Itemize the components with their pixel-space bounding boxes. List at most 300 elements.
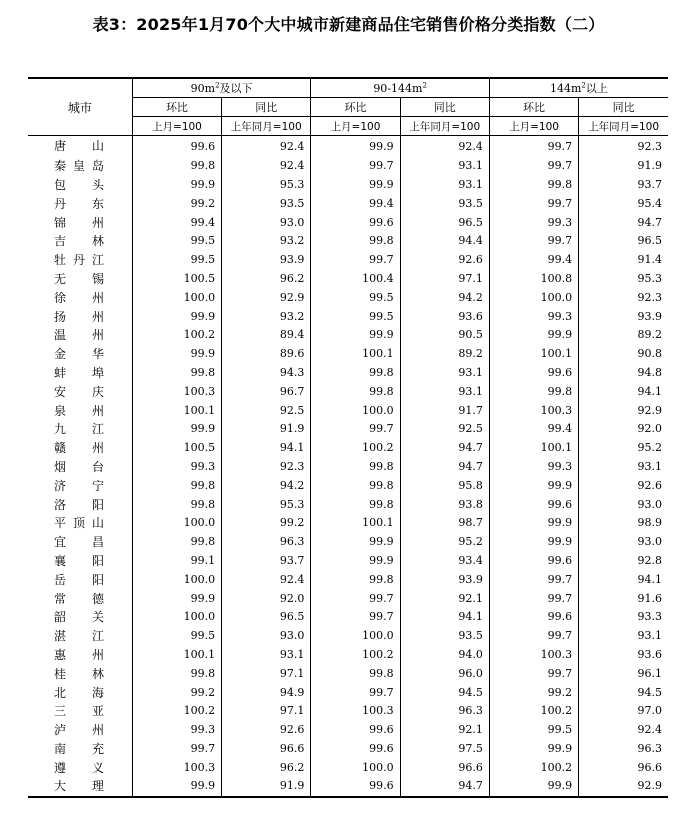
table-row (28, 740, 668, 759)
group-header-small: $90m^2$及以下 (132, 78, 311, 98)
mom-medium-cell: 100.0 (311, 758, 400, 777)
city-cell (28, 364, 132, 383)
mom-medium-cell: 100.1 (311, 345, 400, 364)
yoy-large-cell: 96.6 (579, 758, 668, 777)
yoy-large-cell: 92.6 (579, 476, 668, 495)
city-column-header: 城市 (28, 78, 132, 136)
mom-large-cell: 99.6 (489, 495, 578, 514)
mom-large-cell: 99.7 (489, 570, 578, 589)
yoy-medium-cell: 92.5 (400, 420, 489, 439)
yoy-medium-cell: 93.1 (400, 157, 489, 176)
yoy-small-cell: 96.2 (222, 270, 311, 289)
city-cell (28, 345, 132, 364)
mom-small-cell: 100.5 (132, 270, 221, 289)
group-header-medium: $90-144m^2$ (311, 78, 490, 98)
mom-large-cell: 100.1 (489, 439, 578, 458)
yoy-medium-cell: 92.1 (400, 589, 489, 608)
yoy-small-cell: 94.3 (222, 364, 311, 383)
yoy-small-cell: 92.6 (222, 721, 311, 740)
yoy-medium-cell: 97.5 (400, 740, 489, 759)
yoy-medium-cell: 96.6 (400, 758, 489, 777)
city-cell (28, 194, 132, 213)
yoy-unit-header: 上年同月=100 (400, 117, 489, 136)
table-row (28, 232, 668, 251)
yoy-large-cell: 94.1 (579, 382, 668, 401)
yoy-medium-cell: 93.1 (400, 176, 489, 195)
yoy-small-cell: 92.5 (222, 401, 311, 420)
mom-large-cell: 99.7 (489, 589, 578, 608)
mom-medium-cell: 99.7 (311, 608, 400, 627)
city-cell (28, 439, 132, 458)
mom-medium-cell: 99.9 (311, 136, 400, 157)
yoy-small-cell: 91.9 (222, 777, 311, 797)
yoy-large-cell: 91.9 (579, 157, 668, 176)
city-name: 平 顶 山 (54, 516, 104, 531)
city-name: 大 理 (54, 779, 104, 794)
mom-medium-cell: 99.4 (311, 194, 400, 213)
mom-large-cell: 99.7 (489, 194, 578, 213)
city-cell (28, 326, 132, 345)
yoy-small-cell: 89.6 (222, 345, 311, 364)
city-name: 遵 义 (54, 760, 104, 775)
mom-small-cell: 100.2 (132, 326, 221, 345)
yoy-large-cell: 94.8 (579, 364, 668, 383)
yoy-medium-cell: 94.7 (400, 458, 489, 477)
mom-large-cell: 100.2 (489, 702, 578, 721)
mom-large-cell: 100.1 (489, 345, 578, 364)
mom-medium-cell: 99.6 (311, 777, 400, 797)
yoy-medium-cell: 93.9 (400, 570, 489, 589)
yoy-medium-cell: 93.4 (400, 552, 489, 571)
table-row (28, 458, 668, 477)
mom-medium-cell: 99.8 (311, 232, 400, 251)
city-cell (28, 270, 132, 289)
mom-large-cell: 100.3 (489, 401, 578, 420)
mom-small-cell: 100.0 (132, 288, 221, 307)
yoy-small-cell: 96.2 (222, 758, 311, 777)
mom-small-cell: 100.0 (132, 570, 221, 589)
mom-small-cell: 99.1 (132, 552, 221, 571)
yoy-medium-cell: 92.1 (400, 721, 489, 740)
table-row (28, 213, 668, 232)
yoy-small-cell: 96.7 (222, 382, 311, 401)
mom-large-cell: 99.6 (489, 364, 578, 383)
mom-large-cell: 99.9 (489, 777, 578, 797)
city-cell (28, 608, 132, 627)
table-body (28, 136, 668, 797)
mom-small-cell: 100.1 (132, 401, 221, 420)
yoy-large-cell: 94.5 (579, 683, 668, 702)
mom-large-cell: 100.3 (489, 646, 578, 665)
mom-medium-cell: 100.2 (311, 439, 400, 458)
yoy-medium-cell: 93.5 (400, 627, 489, 646)
city-cell (28, 458, 132, 477)
mom-small-cell: 99.5 (132, 251, 221, 270)
yoy-medium-cell: 96.0 (400, 664, 489, 683)
mom-unit-header: 上月=100 (311, 117, 400, 136)
city-name: 无 锡 (54, 271, 104, 286)
yoy-small-cell: 91.9 (222, 420, 311, 439)
yoy-large-cell: 92.9 (579, 777, 668, 797)
city-name: 济 宁 (54, 478, 104, 493)
yoy-small-cell: 93.1 (222, 646, 311, 665)
mom-header: 环比 (311, 98, 400, 117)
city-name: 锦 州 (54, 215, 104, 230)
city-cell (28, 552, 132, 571)
mom-small-cell: 99.8 (132, 476, 221, 495)
city-name: 吉 林 (54, 234, 104, 249)
yoy-large-cell: 96.5 (579, 232, 668, 251)
city-name: 扬 州 (54, 309, 104, 324)
yoy-small-cell: 95.3 (222, 176, 311, 195)
city-cell (28, 307, 132, 326)
table-row (28, 777, 668, 797)
city-cell (28, 683, 132, 702)
mom-medium-cell: 100.0 (311, 401, 400, 420)
yoy-medium-cell: 97.1 (400, 270, 489, 289)
mom-medium-cell: 99.7 (311, 157, 400, 176)
yoy-large-cell: 93.1 (579, 458, 668, 477)
mom-medium-cell: 99.8 (311, 570, 400, 589)
mom-medium-cell: 100.4 (311, 270, 400, 289)
mom-small-cell: 99.2 (132, 683, 221, 702)
mom-small-cell: 100.1 (132, 646, 221, 665)
table-row (28, 288, 668, 307)
mom-small-cell: 100.2 (132, 702, 221, 721)
mom-small-cell: 100.3 (132, 382, 221, 401)
mom-medium-cell: 99.9 (311, 326, 400, 345)
mom-large-cell: 99.8 (489, 382, 578, 401)
table-row (28, 401, 668, 420)
city-cell (28, 570, 132, 589)
mom-medium-cell: 99.8 (311, 495, 400, 514)
mom-medium-cell: 100.1 (311, 514, 400, 533)
table-row (28, 176, 668, 195)
yoy-medium-cell: 90.5 (400, 326, 489, 345)
yoy-small-cell: 92.4 (222, 136, 311, 157)
yoy-small-cell: 95.3 (222, 495, 311, 514)
table-row (28, 514, 668, 533)
city-cell (28, 664, 132, 683)
mom-medium-cell: 99.8 (311, 476, 400, 495)
mom-medium-cell: 99.6 (311, 721, 400, 740)
table-row (28, 307, 668, 326)
yoy-small-cell: 96.3 (222, 533, 311, 552)
mom-large-cell: 99.3 (489, 458, 578, 477)
yoy-medium-cell: 95.8 (400, 476, 489, 495)
mom-small-cell: 99.4 (132, 213, 221, 232)
mom-large-cell: 99.2 (489, 683, 578, 702)
mom-large-cell: 99.7 (489, 136, 578, 157)
city-name: 宜 昌 (54, 535, 104, 550)
table-row (28, 382, 668, 401)
mom-large-cell: 100.0 (489, 288, 578, 307)
table-row (28, 251, 668, 270)
city-name: 常 德 (54, 591, 104, 606)
mom-large-cell: 99.7 (489, 664, 578, 683)
mom-small-cell: 100.3 (132, 758, 221, 777)
yoy-large-cell: 92.4 (579, 721, 668, 740)
mom-medium-cell: 99.5 (311, 307, 400, 326)
yoy-small-cell: 93.2 (222, 232, 311, 251)
yoy-medium-cell: 93.8 (400, 495, 489, 514)
yoy-medium-cell: 96.3 (400, 702, 489, 721)
yoy-small-cell: 93.0 (222, 627, 311, 646)
mom-medium-cell: 99.7 (311, 420, 400, 439)
city-name: 秦 皇 岛 (54, 159, 104, 174)
table-row (28, 721, 668, 740)
yoy-small-cell: 93.9 (222, 251, 311, 270)
yoy-medium-cell: 94.5 (400, 683, 489, 702)
mom-large-cell: 99.7 (489, 627, 578, 646)
mom-medium-cell: 99.9 (311, 176, 400, 195)
city-name: 韶 关 (54, 610, 104, 625)
yoy-medium-cell: 91.7 (400, 401, 489, 420)
mom-large-cell: 99.6 (489, 608, 578, 627)
yoy-small-cell: 97.1 (222, 664, 311, 683)
city-cell (28, 721, 132, 740)
group-header-large: $144m^2$以上 (489, 78, 668, 98)
city-cell (28, 136, 132, 157)
city-cell (28, 495, 132, 514)
mom-unit-header: 上月=100 (489, 117, 578, 136)
city-cell (28, 232, 132, 251)
mom-header: 环比 (489, 98, 578, 117)
mom-header: 环比 (132, 98, 221, 117)
table-row (28, 533, 668, 552)
city-name: 北 海 (54, 685, 104, 700)
table-row (28, 157, 668, 176)
mom-small-cell: 99.9 (132, 589, 221, 608)
yoy-large-cell: 93.9 (579, 307, 668, 326)
yoy-small-cell: 93.0 (222, 213, 311, 232)
table-row (28, 420, 668, 439)
mom-large-cell: 99.4 (489, 420, 578, 439)
mom-large-cell: 100.2 (489, 758, 578, 777)
yoy-large-cell: 95.3 (579, 270, 668, 289)
yoy-medium-cell: 93.6 (400, 307, 489, 326)
yoy-unit-header: 上年同月=100 (579, 117, 668, 136)
table-row (28, 326, 668, 345)
city-cell (28, 420, 132, 439)
price-index-table (28, 77, 668, 798)
mom-medium-cell: 99.8 (311, 458, 400, 477)
yoy-large-cell: 96.1 (579, 664, 668, 683)
yoy-header: 同比 (222, 98, 311, 117)
table-row (28, 664, 668, 683)
yoy-large-cell: 93.0 (579, 495, 668, 514)
yoy-small-cell: 92.4 (222, 570, 311, 589)
table-row (28, 608, 668, 627)
city-name: 赣 州 (54, 441, 104, 456)
yoy-medium-cell: 93.1 (400, 382, 489, 401)
mom-large-cell: 99.9 (489, 740, 578, 759)
city-name: 三 亚 (54, 704, 104, 719)
yoy-medium-cell: 95.2 (400, 533, 489, 552)
mom-large-cell: 100.8 (489, 270, 578, 289)
mom-small-cell: 99.9 (132, 176, 221, 195)
table-row (28, 495, 668, 514)
city-name: 九 江 (54, 422, 104, 437)
yoy-small-cell: 92.4 (222, 157, 311, 176)
mom-large-cell: 99.9 (489, 533, 578, 552)
table-row (28, 476, 668, 495)
table-row (28, 439, 668, 458)
table-row (28, 270, 668, 289)
yoy-medium-cell: 94.7 (400, 439, 489, 458)
city-name: 泸 州 (54, 723, 104, 738)
yoy-large-cell: 91.6 (579, 589, 668, 608)
mom-large-cell: 99.7 (489, 232, 578, 251)
yoy-small-cell: 96.6 (222, 740, 311, 759)
yoy-large-cell: 92.8 (579, 552, 668, 571)
city-cell (28, 213, 132, 232)
yoy-medium-cell: 94.7 (400, 777, 489, 797)
city-cell (28, 533, 132, 552)
city-name: 蚌 埠 (54, 365, 104, 380)
yoy-small-cell: 93.2 (222, 307, 311, 326)
yoy-large-cell: 92.3 (579, 288, 668, 307)
mom-medium-cell: 99.7 (311, 683, 400, 702)
city-name: 包 头 (54, 177, 104, 192)
city-name: 惠 州 (54, 647, 104, 662)
city-name: 牡 丹 江 (54, 253, 104, 268)
mom-large-cell: 99.6 (489, 552, 578, 571)
yoy-large-cell: 97.0 (579, 702, 668, 721)
mom-small-cell: 99.7 (132, 740, 221, 759)
city-cell (28, 589, 132, 608)
mom-large-cell: 99.4 (489, 251, 578, 270)
city-name: 唐 山 (54, 139, 104, 154)
yoy-small-cell: 94.2 (222, 476, 311, 495)
mom-large-cell: 99.7 (489, 157, 578, 176)
yoy-unit-header: 上年同月=100 (222, 117, 311, 136)
city-cell (28, 251, 132, 270)
mom-medium-cell: 100.0 (311, 627, 400, 646)
mom-small-cell: 99.9 (132, 420, 221, 439)
city-cell (28, 176, 132, 195)
mom-medium-cell: 99.6 (311, 213, 400, 232)
table-row (28, 683, 668, 702)
city-cell (28, 382, 132, 401)
yoy-small-cell: 94.9 (222, 683, 311, 702)
mom-medium-cell: 99.5 (311, 288, 400, 307)
city-name: 南 充 (54, 741, 104, 756)
city-name: 襄 阳 (54, 553, 104, 568)
mom-large-cell: 99.3 (489, 307, 578, 326)
city-name: 金 华 (54, 347, 104, 362)
mom-small-cell: 99.5 (132, 232, 221, 251)
city-name: 岳 阳 (54, 572, 104, 587)
yoy-medium-cell: 92.6 (400, 251, 489, 270)
table-row (28, 646, 668, 665)
yoy-small-cell: 93.5 (222, 194, 311, 213)
yoy-large-cell: 90.8 (579, 345, 668, 364)
yoy-small-cell: 93.7 (222, 552, 311, 571)
yoy-small-cell: 92.3 (222, 458, 311, 477)
yoy-large-cell: 92.9 (579, 401, 668, 420)
city-cell (28, 646, 132, 665)
yoy-large-cell: 89.2 (579, 326, 668, 345)
yoy-medium-cell: 94.1 (400, 608, 489, 627)
city-cell (28, 758, 132, 777)
yoy-large-cell: 96.3 (579, 740, 668, 759)
table-row (28, 758, 668, 777)
yoy-medium-cell: 94.0 (400, 646, 489, 665)
mom-unit-header: 上月=100 (132, 117, 221, 136)
mom-small-cell: 99.9 (132, 307, 221, 326)
city-name: 洛 阳 (54, 497, 104, 512)
mom-small-cell: 99.3 (132, 721, 221, 740)
yoy-medium-cell: 94.2 (400, 288, 489, 307)
city-cell (28, 627, 132, 646)
mom-large-cell: 99.8 (489, 176, 578, 195)
mom-medium-cell: 99.9 (311, 552, 400, 571)
city-cell (28, 157, 132, 176)
yoy-small-cell: 96.5 (222, 608, 311, 627)
mom-medium-cell: 99.6 (311, 740, 400, 759)
mom-small-cell: 99.2 (132, 194, 221, 213)
yoy-large-cell: 94.7 (579, 213, 668, 232)
city-cell (28, 777, 132, 797)
table-row (28, 702, 668, 721)
yoy-large-cell: 95.2 (579, 439, 668, 458)
mom-large-cell: 99.9 (489, 326, 578, 345)
yoy-medium-cell: 94.4 (400, 232, 489, 251)
mom-small-cell: 99.8 (132, 495, 221, 514)
yoy-large-cell: 93.3 (579, 608, 668, 627)
city-name: 烟 台 (54, 459, 104, 474)
table-row (28, 364, 668, 383)
city-name: 桂 林 (54, 666, 104, 681)
mom-small-cell: 99.8 (132, 157, 221, 176)
table-row (28, 136, 668, 157)
yoy-large-cell: 95.4 (579, 194, 668, 213)
mom-small-cell: 99.8 (132, 364, 221, 383)
mom-medium-cell: 99.7 (311, 251, 400, 270)
mom-small-cell: 100.5 (132, 439, 221, 458)
mom-small-cell: 99.6 (132, 136, 221, 157)
table-row (28, 627, 668, 646)
yoy-large-cell: 93.1 (579, 627, 668, 646)
city-name: 安 庆 (54, 384, 104, 399)
yoy-large-cell: 93.0 (579, 533, 668, 552)
city-name: 泉 州 (54, 403, 104, 418)
mom-small-cell: 99.5 (132, 627, 221, 646)
mom-small-cell: 99.9 (132, 345, 221, 364)
table-row (28, 345, 668, 364)
city-name: 丹 东 (54, 196, 104, 211)
mom-small-cell: 100.0 (132, 514, 221, 533)
yoy-medium-cell: 93.1 (400, 364, 489, 383)
yoy-header: 同比 (400, 98, 489, 117)
yoy-large-cell: 92.0 (579, 420, 668, 439)
mom-medium-cell: 99.7 (311, 589, 400, 608)
yoy-small-cell: 99.2 (222, 514, 311, 533)
yoy-large-cell: 92.3 (579, 136, 668, 157)
city-cell (28, 740, 132, 759)
yoy-small-cell: 97.1 (222, 702, 311, 721)
city-cell (28, 514, 132, 533)
mom-large-cell: 99.3 (489, 213, 578, 232)
yoy-large-cell: 93.6 (579, 646, 668, 665)
yoy-large-cell: 93.7 (579, 176, 668, 195)
yoy-small-cell: 92.0 (222, 589, 311, 608)
mom-large-cell: 99.5 (489, 721, 578, 740)
city-cell (28, 288, 132, 307)
yoy-large-cell: 91.4 (579, 251, 668, 270)
mom-small-cell: 99.3 (132, 458, 221, 477)
